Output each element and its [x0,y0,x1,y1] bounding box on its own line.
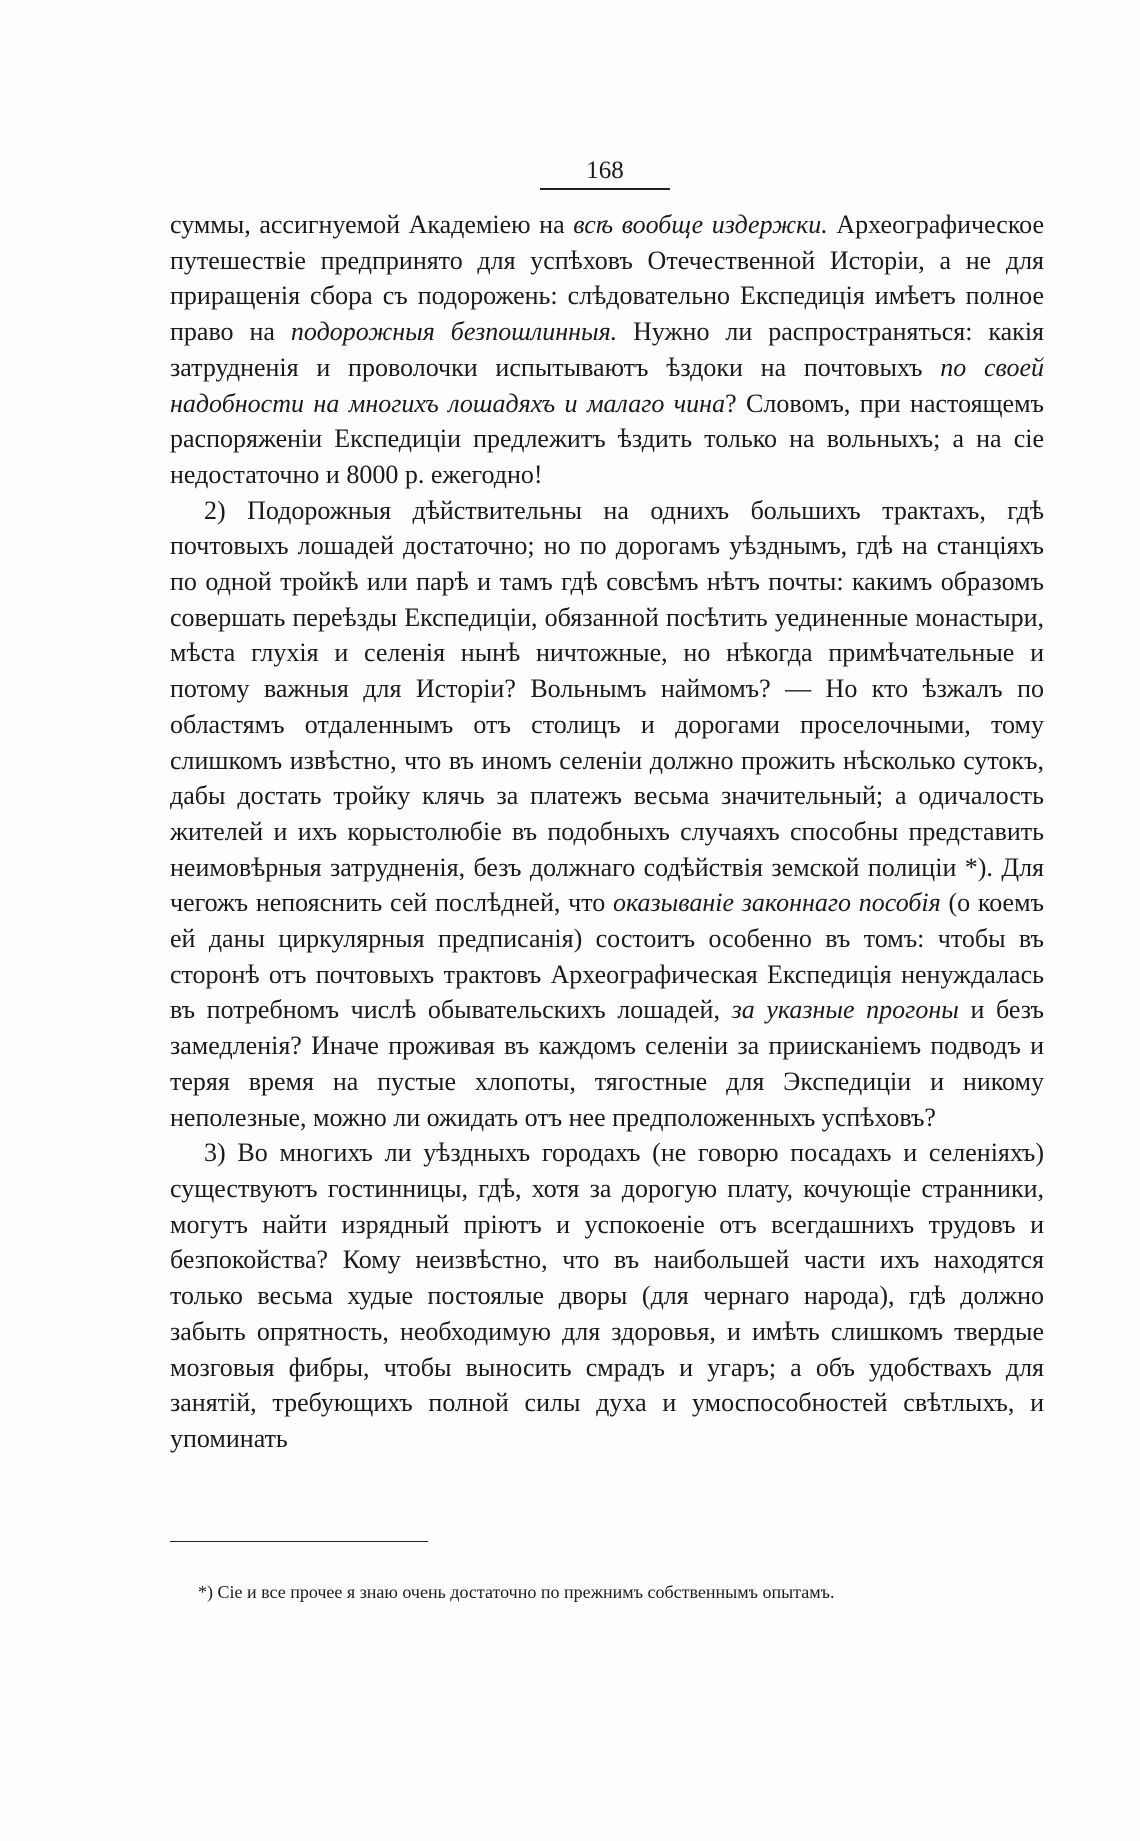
paragraph-2 [170,493,1044,1136]
italic-phrase: за указные прогоны [731,995,959,1025]
paragraph-3 [170,1135,1044,1456]
main-text [170,207,1044,1457]
text-run: (о коемъ ей даны циркулярныя предписанія) состоитъ особенно въ томъ: чтобы въ сторонѣ отъ почтовыхъ трактовъ Археографическая Експедиція ненуждалась въ потребномъ числѣ обывательскихъ лошадей, [170,888,1044,1025]
text-run: и безъ замедленія? Иначе проживая въ каждомъ селеніи за приисканіемъ подводъ и теряя время на пустые хлопоты, тягостные для Экспедиціи и никому неполезные, можно ли ожидать отъ нее предположенныхъ успѣховъ? [170,995,1044,1132]
footnote-rule [170,1541,428,1542]
text-run: Нужно ли распространяться: какія затрудненія и проволочки испытываютъ ѣздоки на почтовыхъ [170,317,1045,382]
page-number: 168 [586,157,624,184]
italic-phrase: по своей надобности на многихъ лошадяхъ и малаго чина [170,352,1044,418]
italic-phrase: всѣ вообще издержки. [573,210,828,239]
page-number-rule [540,188,670,190]
text-run: ? Словомъ, при настоящемъ распоряженіи Експедиціи предлежитъ ѣздить только на вольныхъ; а на сіе недостаточно и 8000 р. ежегодно! [170,388,1044,489]
italic-phrase: оказываніе законнаго пособія [612,888,941,918]
text-run: Археографическое путешествіе предпринято для успѣховъ Отечественной Исторіи, а не для приращенія сбора съ подорожень: слѣдовательно Експедиція имѣетъ полное право на [170,210,1045,347]
footnote: *) Сіе и все прочее я знаю очень достаточно по прежнимъ собственнымъ опытамъ. [198,1582,835,1602]
paragraph-continued [170,207,1044,493]
italic-phrase: подорожныя безпошлинныя. [290,317,618,347]
text-run: суммы, ассигнуемой Академіею на [170,210,574,239]
text-run: 2) Подорожныя дѣйствительны на однихъ большихъ трактахъ, гдѣ почтовыхъ лошадей достаточно; но по дорогамъ уѣзднымъ, гдѣ на станціяхъ по одной тройкѣ или парѣ и тамъ гдѣ совсѣмъ нѣтъ почты: какимъ образомъ совершать переѣзды Експедиціи, обязанной посѣтить уединенные монастыри, мѣста глухія и селенія нынѣ ничтожные, но нѣкогда примѣчательные и потому важныя для Исторіи? Вольнымъ наймомъ? — Но кто ѣзжалъ по областямъ отдаленнымъ отъ столицъ и дорогами проселочными, тому слишкомъ извѣстно, что въ иномъ селеніи должно прожить нѣсколько сутокъ, дабы достать тройку клячь за платежъ весьма значительный; а одичалость жителей и ихъ корыстолюбіе въ подобныхъ случаяхъ способны представить неимовѣрныя затрудненія, безъ должнаго содѣйствія земской полиціи *). Для чегожъ непояснить сей послѣдней, что [170,495,1044,918]
text-run: 3) Во многихъ ли уѣздныхъ городахъ (не говорю посадахъ и селеніяхъ) существуютъ гостинницы, гдѣ, хотя за дорогую плату, кочующіе странники, могутъ найти изрядный пріютъ и успокоеніе отъ всегдашнихъ трудовъ и безпокойства? Кому неизвѣстно, что въ наибольшей части ихъ находятся только весьма худые постоялые дворы (для чернаго народа), гдѣ должно забыть опрятность, необходимую для здоровья, и имѣть слишкомъ твердые мозговыя фибры, чтобы выносить смрадъ и угаръ; а объ удобствахъ для занятій, требующихъ полной силы духа и умоспособностей свѣтлыхъ, и упоминать [170,1138,1044,1453]
